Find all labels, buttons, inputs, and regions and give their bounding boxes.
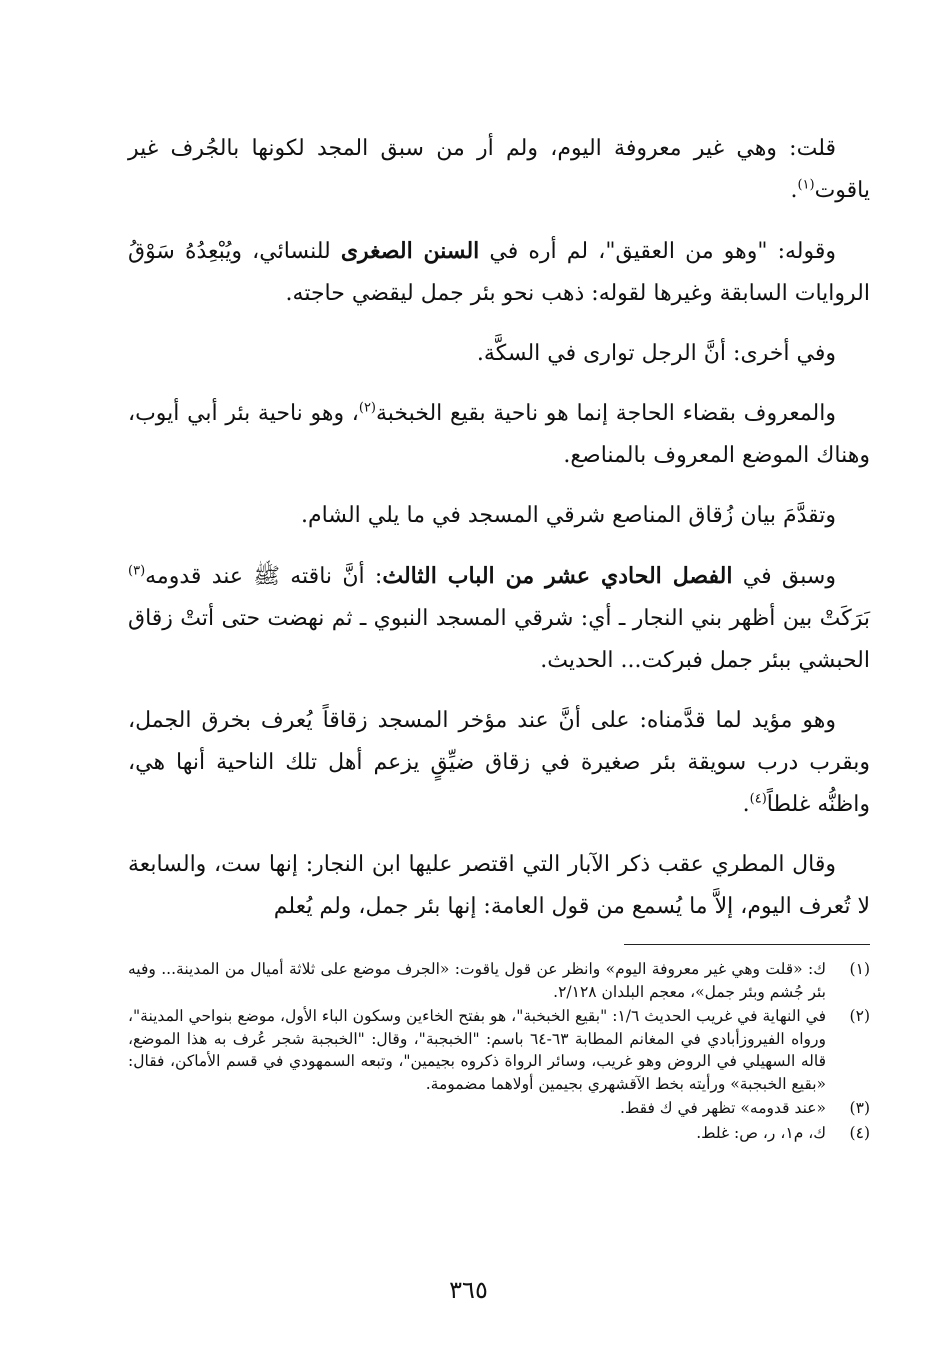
footnote-number: (٢)	[849, 1007, 870, 1025]
paragraph-text: وقوله: "وهو من العقيق"، لم أره في	[479, 239, 836, 264]
paragraph-3	[128, 333, 870, 375]
page-number: ٣٦٥	[449, 1276, 488, 1304]
footnote-ref-2[interactable]: (٢)	[358, 400, 376, 416]
footnote-ref-3[interactable]: (٣)	[128, 563, 146, 579]
footnote-number: (٤)	[849, 1123, 870, 1142]
footnote-text: في النهاية في غريب الحديث ١/٦: "بقيع الخبخبة"، هو بفتح الخاءين وسكون الباء الأول، موضع بنواحي المدينة"، ورواه الفيروزأبادي في المغانم المطابة ٦٣-٦٤ باسم: "الخبجبة"، وقال: "الخبجبة شجر عُرف به هذا الموضع، قاله السهيلي في الروض وهو غريب، وسائر الرواة ذكروه بجيمين"، وتبعه السمهودي في قسم الأماكن، فقال: «بقيع الخبجبة» ورأيته بخط الآقشهري بجيمين أولاهما مضمومة.	[128, 1007, 827, 1093]
paragraph-7	[128, 700, 870, 826]
paragraph-text: بَرَكَتْ بين أظهر بني النجار ـ أي: شرقي المسجد النبوي ـ ثم نهضت حتى أتتْ زقاق الحبشي ببئر جمل فبركت... الحديث.	[128, 606, 870, 673]
main-text-body	[128, 128, 870, 946]
paragraph-text: وفي أخرى: أنَّ الرجل توارى في السكَّة.	[476, 341, 836, 366]
paragraph-6	[128, 555, 870, 682]
paragraph-2	[128, 230, 870, 315]
paragraph-text: قلت: وهي غير معروفة اليوم، ولم أر من سبق المجد لكونها بالجُرف غير ياقوت	[128, 136, 870, 203]
footnote-separator-rule	[624, 944, 870, 945]
paragraph-text: وقال المطري عقب ذكر الآبار التي اقتصر عليها ابن النجار: إنها ست، والسابعة لا تُعرف اليوم، إلاَّ ما يُسمع من قول العامة: إنها بئر جمل، ولم يُعلم	[128, 852, 870, 919]
footnote-2	[128, 1005, 870, 1095]
footnotes-section	[128, 958, 870, 1146]
paragraph-5	[128, 495, 870, 537]
footnote-3	[128, 1097, 870, 1120]
paragraph-1	[128, 128, 870, 212]
footnote-text: «عند قدومه» تظهر في ك فقط.	[619, 1099, 826, 1117]
paragraph-text: ، وهو ناحية بئر أبي أيوب، وهناك الموضع المعروف بالمناصع.	[128, 401, 870, 468]
paragraph-text: وهو مؤيد لما قدَّمناه: على أنَّ عند مؤخر المسجد زقاقاً يُعرف بخرق الجمل، وبقرب درب سويقة بئر صغيرة في زقاق ضيِّقٍ يزعم أهل تلك الناحية أنها هي، واظنُّه غلطاً	[128, 708, 870, 817]
paragraph-text: وتقدَّمَ بيان زُقاق المناصع شرقي المسجد في ما يلي الشام.	[301, 503, 836, 528]
paragraph-end: .	[790, 178, 798, 203]
footnote-ref-1[interactable]: (١)	[797, 177, 815, 193]
paragraph-text: والمعروف بقضاء الحاجة إنما هو ناحية بقيع الخبخبة	[376, 401, 836, 426]
footnote-1	[128, 958, 870, 1003]
paragraph-text: وسبق في	[732, 564, 836, 589]
paragraph-8	[128, 844, 870, 928]
footnote-number: (٣)	[849, 1099, 870, 1117]
chapter-reference-bold: الفصل الحادي عشر من الباب الثالث	[382, 563, 733, 589]
footnote-number: (١)	[849, 960, 870, 978]
footnote-text: ك: «قلت وهي غير معروفة اليوم» وانظر عن قول ياقوت: «الجرف موضع على ثلاثة أميال من المدينة... وفيه بئر جُشم وبئر جمل»، معجم البلدان ٢/١٢٨.	[128, 960, 826, 1001]
paragraph-text: للنسائي، ويُبْعِدُهُ سَوْقُ الروايات السابقة وغيرها لقوله: ذهب نحو بئر جمل ليقضي حاجته.	[128, 239, 870, 306]
book-title-bold: السنن الصغرى	[340, 238, 480, 264]
footnote-4	[128, 1122, 870, 1145]
paragraph-text: : أنَّ ناقته ﷺ عند قدومه	[145, 564, 383, 589]
footnote-text: ك، م١، ر، ص: غلط.	[696, 1123, 826, 1142]
paragraph-4	[128, 393, 870, 477]
footnote-ref-4[interactable]: (٤)	[749, 791, 767, 807]
paragraph-end: .	[742, 792, 750, 817]
